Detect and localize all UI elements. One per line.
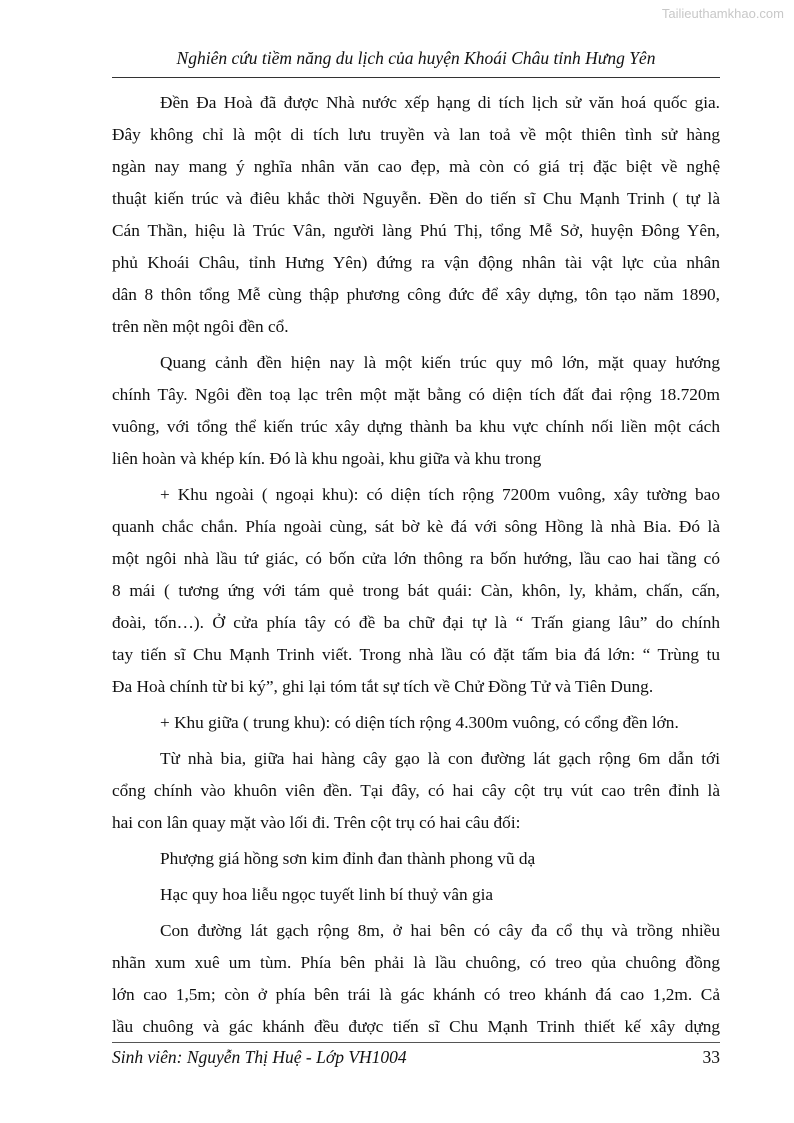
text-line: + Khu giữa ( trung khu): có diện tích rộng 4.300m vuông, có cổng đền lớn.: [160, 713, 679, 732]
text-line: liên hoàn và khép kín. Đó là khu ngoài, khu giữa và khu trong: [112, 449, 542, 468]
text-line: Từ nhà bia, giữa hai hàng cây gạo là con đường lát gạch rộng 6m dẫn tới: [160, 749, 720, 768]
text-line: cổng chính vào khuôn viên đền. Tại đây, có hai cây cột trụ vút cao trên đỉnh là: [112, 781, 720, 800]
text-line: Đền Đa Hoà đã được Nhà nước xếp hạng di tích lịch sử văn hoá quốc gia.: [160, 93, 720, 112]
text-line: Quang cảnh đền hiện nay là một kiến trúc quy mô lớn, mặt quay hướng: [160, 353, 720, 372]
text-line: thuật kiến trúc và điêu khắc thời Nguyễn. Đền do tiến sĩ Chu Mạnh Trinh ( tự là: [112, 189, 720, 208]
page-number: 33: [702, 1047, 720, 1067]
text-line: Phượng giá hồng sơn kim đỉnh đan thành phong vũ dạ: [160, 849, 536, 868]
text-line: nhãn xum xuê um tùm. Phía bên phải là lầu chuông, có treo qủa chuông đồng: [112, 953, 720, 972]
text-line: Cán Thần, hiệu là Trúc Vân, người làng Phú Thị, tổng Mễ Sở, huyện Đông Yên,: [112, 221, 720, 240]
document-body: [112, 87, 720, 1047]
paragraph: [112, 479, 720, 703]
text-line: đoài, tốn…). Ở cửa phía tây có đề ba chữ đại tự là “ Trấn giang lâu” do chính: [112, 613, 720, 632]
text-line: lớn cao 1,5m; còn ở phía bên trái là gác khánh có treo khánh đá cao 1,2m. Cả: [112, 985, 720, 1004]
text-line: trên nền một ngôi đền cổ.: [112, 317, 289, 336]
text-line: Đây không chỉ là một di tích lưu truyền và lan toả về một thiên tình sử hàng: [112, 125, 720, 144]
paragraph: [112, 87, 720, 343]
text-line: chính Tây. Ngôi đền toạ lạc trên một mặt bằng có diện tích đất đai rộng 18.720m: [112, 385, 720, 404]
page-footer: [112, 1042, 720, 1071]
text-line: Đa Hoà chính từ bi ký”, ghi lại tóm tắt sự tích về Chử Đồng Tử và Tiên Dung.: [112, 677, 654, 696]
text-line: Hạc quy hoa liễu ngọc tuyết linh bí thuỷ vân gia: [160, 885, 494, 904]
paragraph: [112, 843, 720, 875]
paragraph: [112, 915, 720, 1043]
paragraph: [112, 879, 720, 911]
text-line: lầu chuông và gác khánh đều được tiến sĩ Chu Mạnh Trinh thiết kế xây dựng: [112, 1017, 720, 1036]
paragraph: [112, 347, 720, 475]
text-line: một ngôi nhà lầu tứ giác, có bốn cửa lớn thông ra bốn hướng, lầu cao hai tầng có: [112, 549, 720, 568]
text-line: Con đường lát gạch rộng 8m, ở hai bên có cây đa cổ thụ và trồng nhiều: [160, 921, 720, 940]
text-line: phủ Khoái Châu, tỉnh Hưng Yên) đứng ra vận động nhân tài vật lực của nhân: [112, 253, 720, 272]
paragraph: [112, 743, 720, 839]
watermark: Tailieuthamkhao.com: [661, 6, 784, 21]
text-line: vuông, với tổng thể kiến trúc xây dựng thành ba khu vực chính nối liền một cách: [112, 417, 720, 436]
text-line: 8 mái ( tương ứng với tám quẻ trong bát quái: Càn, khôn, ly, khảm, chấn, cấn,: [112, 581, 720, 600]
text-line: hai con lân quay mặt vào lối đi. Trên cột trụ có hai câu đối:: [112, 813, 521, 832]
text-line: ngàn nay mang ý nghĩa nhân văn cao đẹp, mà còn có giá trị đặc biệt về nghệ: [112, 157, 720, 176]
footer-student: Sinh viên: Nguyễn Thị Huệ - Lớp VH1004: [112, 1047, 407, 1067]
text-line: + Khu ngoài ( ngoại khu): có diện tích rộng 7200m vuông, xây tường bao: [160, 485, 720, 504]
page-header: Nghiên cứu tiềm năng du lịch của huyện Khoái Châu tỉnh Hưng Yên: [112, 44, 720, 78]
text-line: quanh chắc chắn. Phía ngoài cùng, sát bờ kè đá với sông Hồng là nhà Bia. Đó là: [112, 517, 720, 536]
text-line: dân 8 thôn tổng Mễ cùng thập phương công đức để xây dựng, tôn tạo năm 1890,: [112, 285, 720, 304]
paragraph: [112, 707, 720, 739]
text-line: tay tiến sĩ Chu Mạnh Trinh viết. Trong nhà lầu có đặt tấm bia đá lớn: “ Trùng tu: [112, 645, 720, 664]
